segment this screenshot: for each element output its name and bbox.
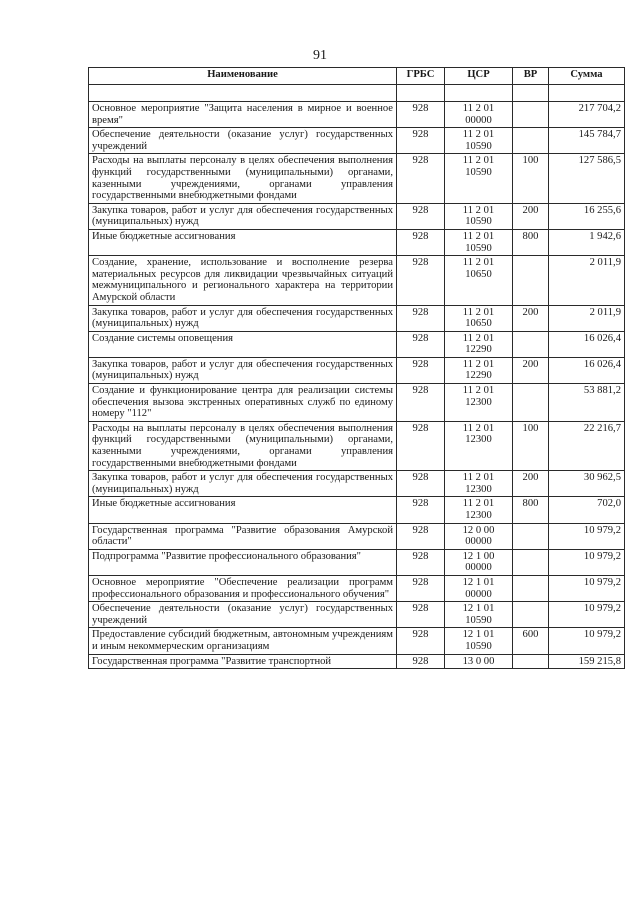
cell-name: Основное мероприятие "Защита населения в мирное и военное время" bbox=[89, 102, 397, 128]
column-header-sum: Сумма bbox=[549, 68, 625, 85]
cell-vr bbox=[513, 102, 549, 128]
cell-grbs: 928 bbox=[397, 357, 445, 383]
cell-sum: 53 881,2 bbox=[549, 384, 625, 422]
cell-vr bbox=[513, 128, 549, 154]
table-row bbox=[89, 154, 625, 203]
cell-grbs: 928 bbox=[397, 128, 445, 154]
cell-grbs: 928 bbox=[397, 331, 445, 357]
cell-sum: 159 215,8 bbox=[549, 654, 625, 669]
cell-sum: 2 011,9 bbox=[549, 305, 625, 331]
cell-csr: 11 2 01 12300 bbox=[445, 497, 513, 523]
cell-name: Государственная программа "Развитие образования Амурской области" bbox=[89, 523, 397, 549]
cell-vr bbox=[513, 523, 549, 549]
cell-name: Закупка товаров, работ и услуг для обеспечения государственных (муниципальных) нужд bbox=[89, 305, 397, 331]
cell-grbs: 928 bbox=[397, 523, 445, 549]
table-row bbox=[89, 331, 625, 357]
cell-csr: 11 2 01 12300 bbox=[445, 421, 513, 470]
cell-csr: 11 2 01 00000 bbox=[445, 102, 513, 128]
cell-grbs: 928 bbox=[397, 154, 445, 203]
cell-grbs: 928 bbox=[397, 256, 445, 305]
table-row bbox=[89, 654, 625, 669]
table-row bbox=[89, 384, 625, 422]
cell-name: Закупка товаров, работ и услуг для обеспечения государственных (муниципальных) нужд bbox=[89, 357, 397, 383]
cell-csr: 12 1 00 00000 bbox=[445, 549, 513, 575]
cell-csr: 11 2 01 12300 bbox=[445, 471, 513, 497]
table-row bbox=[89, 628, 625, 654]
cell-grbs: 928 bbox=[397, 602, 445, 628]
table-header-row bbox=[89, 68, 625, 85]
cell-sum: 10 979,2 bbox=[549, 628, 625, 654]
cell-sum: 10 979,2 bbox=[549, 549, 625, 575]
table-row bbox=[89, 421, 625, 470]
cell-name: Предоставление субсидий бюджетным, автономным учреждениям и иным некоммерческим организациям bbox=[89, 628, 397, 654]
cell-csr: 13 0 00 bbox=[445, 654, 513, 669]
table-row bbox=[89, 523, 625, 549]
cell-grbs: 928 bbox=[397, 229, 445, 255]
table-body bbox=[89, 85, 625, 669]
cell-vr bbox=[513, 575, 549, 601]
table-row bbox=[89, 497, 625, 523]
table-row bbox=[89, 549, 625, 575]
cell-sum: 1 942,6 bbox=[549, 229, 625, 255]
cell-name: Создание, хранение, использование и восполнение резерва материальных ресурсов для ликвидации чрезвычайных ситуаций межмуниципального и регионального характера на территории Амурской области bbox=[89, 256, 397, 305]
cell-grbs: 928 bbox=[397, 497, 445, 523]
cell-name: Создание и функционирование центра для реализации системы обеспечения вызова экстренных оперативных служб по единому номеру "112" bbox=[89, 384, 397, 422]
cell-name: Государственная программа "Развитие транспортной bbox=[89, 654, 397, 669]
page-number: 91 bbox=[313, 48, 327, 63]
table-row bbox=[89, 575, 625, 601]
cell-name: Иные бюджетные ассигнования bbox=[89, 229, 397, 255]
cell-vr: 600 bbox=[513, 628, 549, 654]
cell-name: Иные бюджетные ассигнования bbox=[89, 497, 397, 523]
cell-vr bbox=[513, 602, 549, 628]
cell-sum: 30 962,5 bbox=[549, 471, 625, 497]
cell-csr: 12 0 00 00000 bbox=[445, 523, 513, 549]
cell-vr: 200 bbox=[513, 203, 549, 229]
cell-vr bbox=[513, 256, 549, 305]
cell-vr: 200 bbox=[513, 305, 549, 331]
cell-csr: 11 2 01 10590 bbox=[445, 154, 513, 203]
budget-table bbox=[88, 67, 625, 669]
cell-name: Закупка товаров, работ и услуг для обеспечения государственных (муниципальных) нужд bbox=[89, 471, 397, 497]
cell-grbs: 928 bbox=[397, 305, 445, 331]
column-header-grbs: ГРБС bbox=[397, 68, 445, 85]
cell-grbs: 928 bbox=[397, 203, 445, 229]
cell-sum: 16 255,6 bbox=[549, 203, 625, 229]
table-row bbox=[89, 357, 625, 383]
cell-grbs: 928 bbox=[397, 471, 445, 497]
cell-grbs: 928 bbox=[397, 575, 445, 601]
cell-csr: 11 2 01 10590 bbox=[445, 203, 513, 229]
table-row bbox=[89, 602, 625, 628]
cell-csr: 11 2 01 12300 bbox=[445, 384, 513, 422]
cell-sum: 16 026,4 bbox=[549, 357, 625, 383]
cell-vr: 200 bbox=[513, 471, 549, 497]
table-row bbox=[89, 229, 625, 255]
cell-name: Создание системы оповещения bbox=[89, 331, 397, 357]
cell-sum: 217 704,2 bbox=[549, 102, 625, 128]
table-row bbox=[89, 128, 625, 154]
table-row bbox=[89, 102, 625, 128]
cell-grbs: 928 bbox=[397, 549, 445, 575]
cell-sum: 10 979,2 bbox=[549, 602, 625, 628]
cell-vr: 100 bbox=[513, 421, 549, 470]
cell-vr bbox=[513, 384, 549, 422]
cell-name: Основное мероприятие "Обеспечение реализации программ профессионального образования и профессионального обучения" bbox=[89, 575, 397, 601]
cell-name: Обеспечение деятельности (оказание услуг) государственных учреждений bbox=[89, 128, 397, 154]
column-header-vr: ВР bbox=[513, 68, 549, 85]
cell-grbs: 928 bbox=[397, 654, 445, 669]
table-row bbox=[89, 471, 625, 497]
cell-vr: 200 bbox=[513, 357, 549, 383]
cell-sum: 22 216,7 bbox=[549, 421, 625, 470]
cell-grbs: 928 bbox=[397, 102, 445, 128]
cell-grbs: 928 bbox=[397, 421, 445, 470]
cell-csr: 12 1 01 00000 bbox=[445, 575, 513, 601]
cell-vr: 800 bbox=[513, 497, 549, 523]
cell-sum: 16 026,4 bbox=[549, 331, 625, 357]
cell-name: Подпрограмма "Развитие профессионального образования" bbox=[89, 549, 397, 575]
cell-grbs: 928 bbox=[397, 384, 445, 422]
cell-vr: 100 bbox=[513, 154, 549, 203]
cell-sum: 127 586,5 bbox=[549, 154, 625, 203]
cell-name: Расходы на выплаты персоналу в целях обеспечения выполнения функций государственными (муниципальными) органами, казенными учреждениями, органами управления государственными внебюджетными фондами bbox=[89, 421, 397, 470]
cell-sum: 10 979,2 bbox=[549, 523, 625, 549]
cell-vr bbox=[513, 331, 549, 357]
cell-vr: 800 bbox=[513, 229, 549, 255]
cell-sum: 10 979,2 bbox=[549, 575, 625, 601]
cell-vr bbox=[513, 654, 549, 669]
cell-sum: 2 011,9 bbox=[549, 256, 625, 305]
cell-name: Закупка товаров, работ и услуг для обеспечения государственных (муниципальных) нужд bbox=[89, 203, 397, 229]
table-row bbox=[89, 305, 625, 331]
cell-csr: 11 2 01 10650 bbox=[445, 305, 513, 331]
cell-name: Расходы на выплаты персоналу в целях обеспечения выполнения функций государственными (муниципальными) органами, казенными учреждениями, органами управления государственными внебюджетными фондами bbox=[89, 154, 397, 203]
cell-csr: 11 2 01 10650 bbox=[445, 256, 513, 305]
table-row bbox=[89, 256, 625, 305]
cell-csr: 11 2 01 12290 bbox=[445, 331, 513, 357]
cell-sum: 145 784,7 bbox=[549, 128, 625, 154]
table-row bbox=[89, 203, 625, 229]
cell-sum: 702,0 bbox=[549, 497, 625, 523]
cell-vr bbox=[513, 549, 549, 575]
cell-csr: 11 2 01 10590 bbox=[445, 229, 513, 255]
cell-csr: 12 1 01 10590 bbox=[445, 628, 513, 654]
column-header-name: Наименование bbox=[89, 68, 397, 85]
cell-name: Обеспечение деятельности (оказание услуг) государственных учреждений bbox=[89, 602, 397, 628]
cell-csr: 12 1 01 10590 bbox=[445, 602, 513, 628]
column-header-csr: ЦСР bbox=[445, 68, 513, 85]
cell-csr: 11 2 01 10590 bbox=[445, 128, 513, 154]
spacer-row bbox=[89, 85, 625, 102]
cell-grbs: 928 bbox=[397, 628, 445, 654]
cell-csr: 11 2 01 12290 bbox=[445, 357, 513, 383]
